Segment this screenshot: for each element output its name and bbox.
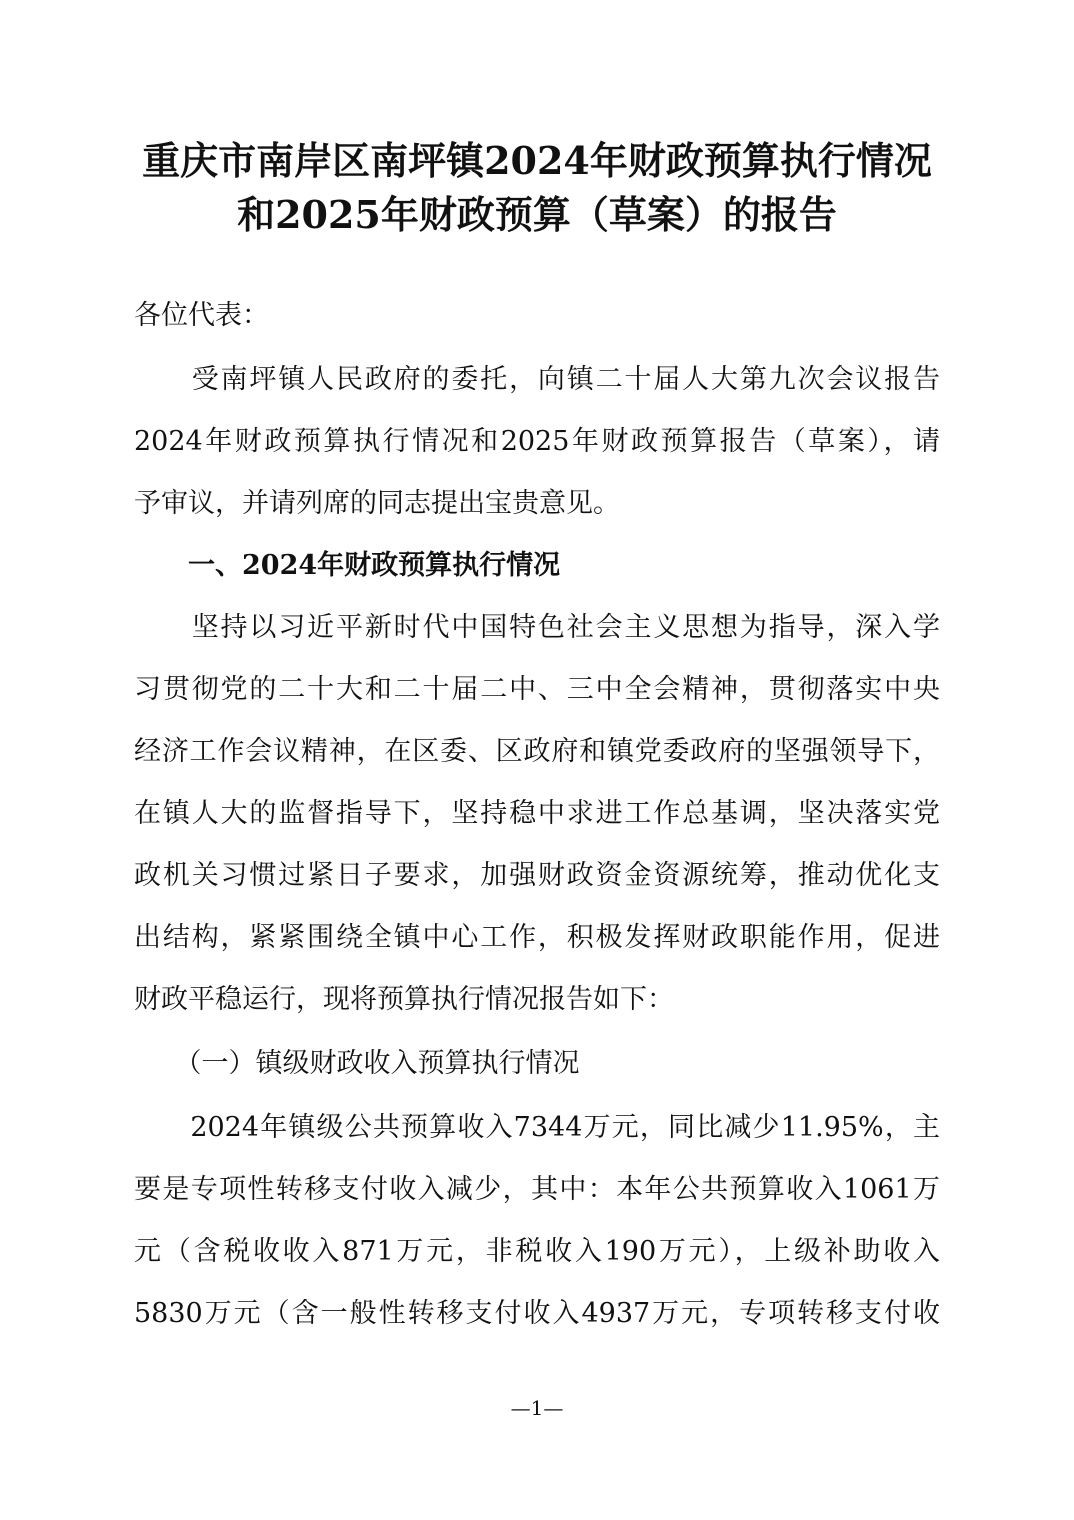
report-title-line-2: 和2025年财政预算（草案）的报告: [237, 192, 837, 237]
paragraph-line: 在镇人大的监督指导下，坚持稳中求进工作总基调，坚决落实党: [134, 798, 940, 829]
paragraph-line: 要是专项性转移支付收入减少，其中：本年公共预算收入1061万: [134, 1174, 940, 1205]
paragraph-line: 坚持以习近平新时代中国特色社会主义思想为指导，深入学: [134, 612, 940, 643]
paragraph-line: 2024年镇级公共预算收入7344万元，同比减少11.95%，主: [134, 1112, 940, 1143]
paragraph-line: 习贯彻党的二十大和二十届二中、三中全会精神，贯彻落实中央: [134, 674, 940, 705]
paragraph-line: 经济工作会议精神，在区委、区政府和镇党委政府的坚强领导下，: [134, 736, 940, 767]
intro-line: 受南坪镇人民政府的委托，向镇二十届人大第九次会议报告: [134, 364, 940, 395]
salutation: 各位代表：: [134, 300, 269, 331]
intro-line: 2024年财政预算执行情况和2025年财政预算报告（草案），请: [134, 426, 940, 457]
paragraph-line: 政机关习惯过紧日子要求，加强财政资金资源统筹，推动优化支: [134, 860, 940, 891]
paragraph-line: 财政平稳运行，现将预算执行情况报告如下：: [134, 984, 674, 1015]
paragraph-line: 出结构，紧紧围绕全镇中心工作，积极发挥财政职能作用，促进: [134, 922, 940, 953]
intro-line: 予审议，并请列席的同志提出宝贵意见。: [134, 488, 620, 519]
page-number: —1—: [510, 1396, 564, 1420]
paragraph-line: 元（含税收收入871万元，非税收入190万元），上级补助收入: [134, 1236, 940, 1267]
section-heading: 一、2024年财政预算执行情况: [134, 550, 561, 581]
paragraph-line: 5830万元（含一般性转移支付收入4937万元，专项转移支付收: [134, 1298, 940, 1329]
subsection-heading: （一）镇级财政收入预算执行情况: [134, 1048, 580, 1079]
report-title-line-1: 重庆市南岸区南坪镇2024年财政预算执行情况: [142, 138, 932, 183]
